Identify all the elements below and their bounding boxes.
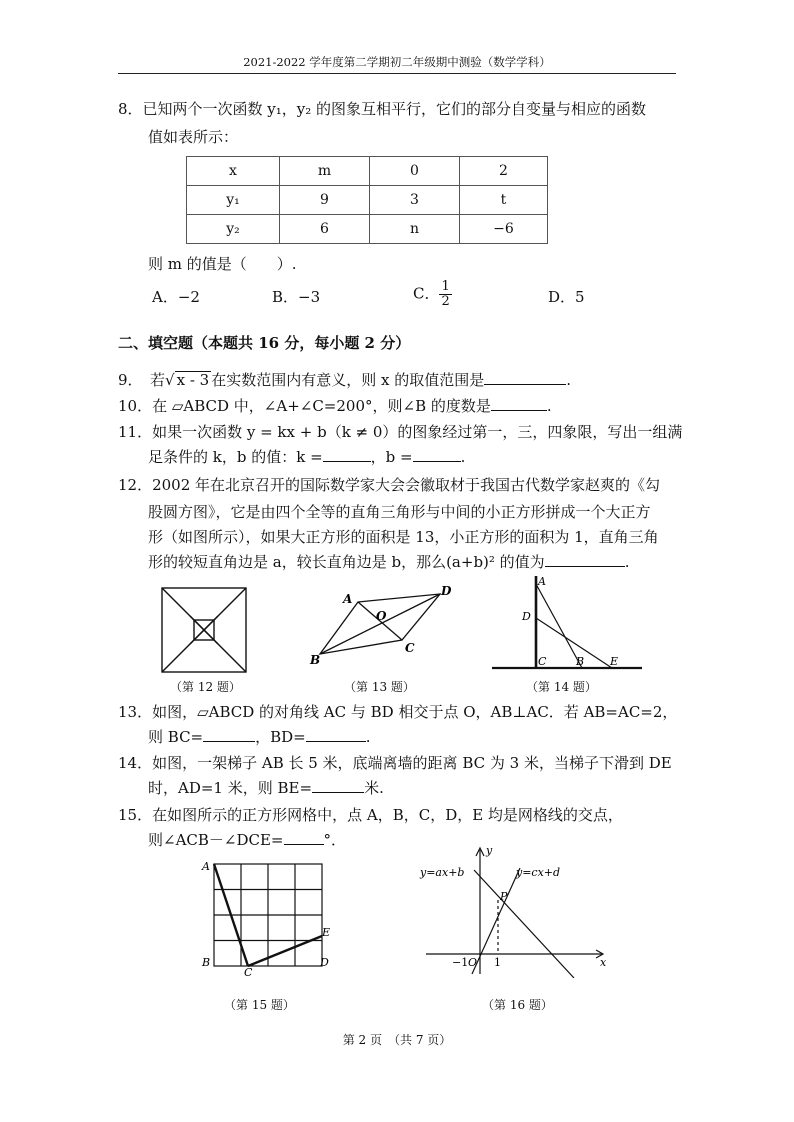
page-footer: 第 2 页 （共 7 页） xyxy=(342,1033,452,1047)
table-cell: t xyxy=(460,186,548,215)
table-cell: −6 xyxy=(460,215,548,244)
label-line1: y=ax+b xyxy=(420,866,465,879)
line-ax-b xyxy=(474,870,574,978)
label-B: B xyxy=(310,653,321,667)
label-B: B xyxy=(202,956,211,969)
table-row xyxy=(187,186,548,215)
q15-a: 则∠ACB－∠DCE= xyxy=(148,831,284,849)
caption-16: （第 16 题） xyxy=(482,998,553,1012)
q12-line3: 形（如图所示），如果大正方形的面积是 13，小正方形的面积为 1，直角三角 xyxy=(148,528,659,546)
q12-l4b: . xyxy=(624,553,630,571)
q9-line xyxy=(118,370,571,390)
page-header: 2021-2022 学年度第二学期初二年级期中测验（数学学科） xyxy=(243,55,551,69)
q9-post: 在实数范围内有意义，则 x 的取值范围是 xyxy=(211,371,485,389)
answer-blank[interactable] xyxy=(484,370,566,385)
table-cell: 3 xyxy=(370,186,460,215)
caption-12: （第 12 题） xyxy=(170,680,241,694)
label-D: D xyxy=(522,610,531,623)
value-table xyxy=(186,156,548,244)
q11-a: 足条件的 k，b 的值：k = xyxy=(148,448,323,466)
label-O: O xyxy=(468,956,478,969)
label-O: O xyxy=(376,609,387,623)
table-cell: 6 xyxy=(280,215,370,244)
q9-radicand: x - 3 xyxy=(176,371,210,389)
caption-13: （第 13 题） xyxy=(344,680,415,694)
q11-line1: 11．如果一次函数 y = kx + b（k ≠ 0）的图象经过第一，三，四象限，写出一组满 xyxy=(118,423,683,441)
label-C: C xyxy=(538,655,547,668)
label-C: C xyxy=(405,641,415,655)
choice-c-label: C． xyxy=(413,284,440,303)
answer-blank[interactable] xyxy=(491,396,547,411)
q10-line xyxy=(118,396,552,416)
table-cell: m xyxy=(280,157,370,186)
label-A: A xyxy=(343,592,353,606)
answer-blank[interactable] xyxy=(323,447,371,462)
q14-line2 xyxy=(148,778,384,798)
q12-l4a: 形的较短直角边是 a，较长直角边是 b，那么(a+b)² 的值为 xyxy=(148,553,545,571)
table-cell: x xyxy=(187,157,280,186)
choice-a: A．−2 xyxy=(152,288,200,306)
caption-15: （第 15 题） xyxy=(224,998,295,1012)
fraction-den: 2 xyxy=(441,294,450,309)
table-row xyxy=(187,215,548,244)
q14-a: 时，AD=1 米，则 BE= xyxy=(148,779,313,797)
fraction xyxy=(439,280,451,309)
label-x: x xyxy=(600,956,607,969)
label-A: A xyxy=(202,860,210,873)
label-one: 1 xyxy=(494,956,501,969)
q11-c: . xyxy=(460,448,466,466)
table-cell: 0 xyxy=(370,157,460,186)
fraction-num: 1 xyxy=(441,279,450,294)
q11-line2 xyxy=(148,447,465,467)
table-cell: y₂ xyxy=(187,215,280,244)
answer-blank[interactable] xyxy=(545,552,625,567)
sqrt-sign: √ xyxy=(165,371,175,389)
q8-line2: 值如表所示： xyxy=(148,128,239,146)
q9-pre: 9． 若 xyxy=(118,371,166,389)
choice-c xyxy=(413,280,452,309)
header-divider xyxy=(118,73,676,74)
answer-blank[interactable] xyxy=(203,727,255,742)
table-cell: 2 xyxy=(460,157,548,186)
table-cell: n xyxy=(370,215,460,244)
diagonal-bd xyxy=(320,594,440,654)
label-y: y xyxy=(486,844,493,857)
q10-end: . xyxy=(546,397,552,415)
section-title: 二、填空题（本题共 16 分，每小题 2 分） xyxy=(118,334,411,352)
table-cell: y₁ xyxy=(187,186,280,215)
tri-line xyxy=(162,616,218,672)
caption-14: （第 14 题） xyxy=(526,680,597,694)
q12-line1: 12．2002 年在北京召开的国际数学家大会会徽取材于我国古代数学家赵爽的《勾 xyxy=(118,476,661,494)
table-cell: 9 xyxy=(280,186,370,215)
answer-blank[interactable] xyxy=(312,778,364,793)
label-line2: y=cx+d xyxy=(516,866,561,879)
q8-ask: 则 m 的值是（ ）. xyxy=(148,255,297,273)
choice-b: B．−3 xyxy=(272,288,321,306)
q13-line2 xyxy=(148,727,371,747)
label-E: E xyxy=(610,655,619,668)
label-neg1: −1 xyxy=(452,956,469,969)
label-P: P xyxy=(500,890,508,903)
ladder-de xyxy=(536,618,612,668)
answer-blank[interactable] xyxy=(284,830,324,845)
label-C: C xyxy=(244,966,253,976)
q8-line1: 8．已知两个一次函数 y₁，y₂ 的图象互相平行，它们的部分自变量与相应的函数 xyxy=(118,100,647,118)
answer-blank[interactable] xyxy=(413,447,461,462)
q13-line1: 13．如图，▱ABCD 的对角线 AC 与 BD 相交于点 O，AB⊥AC．若 AB=AC=2， xyxy=(118,703,678,721)
q13-b: ，BD= xyxy=(255,728,306,746)
q15-line1: 15．在如图所示的正方形网格中，点 A，B，C，D，E 均是网格线的交点， xyxy=(118,806,623,824)
answer-blank[interactable] xyxy=(306,727,366,742)
label-E: E xyxy=(322,926,331,939)
label-D: D xyxy=(441,584,452,598)
q11-b: ，b = xyxy=(370,448,413,466)
label-D: D xyxy=(320,956,329,969)
q15-line2 xyxy=(148,830,346,850)
tri-line xyxy=(190,616,246,672)
q13-a: 则 BC= xyxy=(148,728,204,746)
q15-b: °． xyxy=(323,831,347,849)
label-A: A xyxy=(538,575,546,588)
q12-line2: 股圆方图》，它是由四个全等的直角三角形与中间的小正方形拼成一个大正方 xyxy=(148,503,651,521)
table-row xyxy=(187,157,548,186)
figure-15 xyxy=(200,858,340,976)
choice-d: D．5 xyxy=(548,288,585,306)
figure-14 xyxy=(490,574,650,676)
label-B: B xyxy=(576,655,585,668)
q12-line4 xyxy=(148,552,629,572)
q9-end: . xyxy=(566,371,571,389)
q13-c: . xyxy=(365,728,371,746)
q14-line1: 14．如图，一架梯子 AB 长 5 米，底端离墙的距离 BC 为 3 米，当梯子下滑到 DE xyxy=(118,754,672,772)
q10-pre: 10．在 ▱ABCD 中，∠A+∠C=200°，则∠B 的度数是 xyxy=(118,397,491,415)
figure-13 xyxy=(300,582,460,674)
figure-12 xyxy=(158,584,250,676)
figure-16 xyxy=(416,842,616,978)
q14-b: 米. xyxy=(364,779,384,797)
